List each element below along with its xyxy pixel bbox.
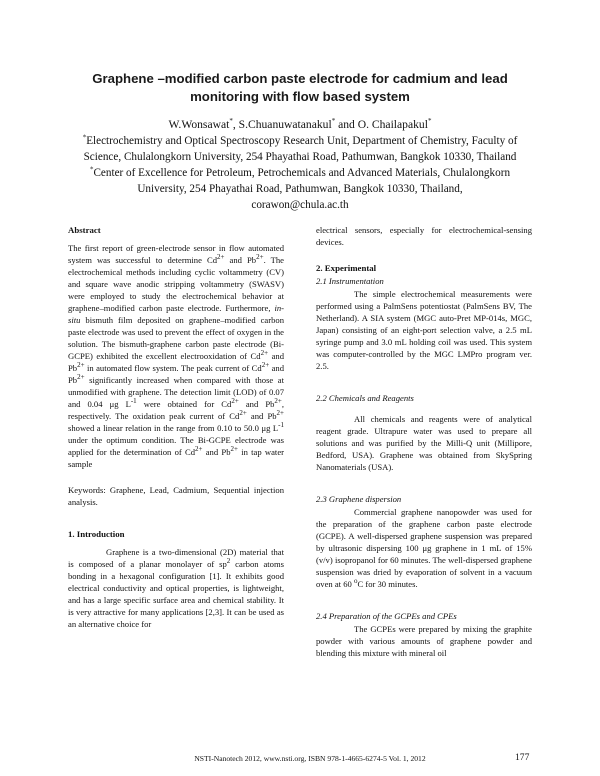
- affiliation-line: Science, Chulalongkorn University, 254 Phayathai Road, Pathumwan, Bangkok 10330, Thailand: [83, 151, 517, 163]
- experimental-heading: 2. Experimental: [316, 263, 377, 273]
- affiliation-line: *Electrochemistry and Optical Spectroscopy Research Unit, Department of Chemistry, Faculty of: [82, 133, 518, 147]
- paper-title: Graphene –modified carbon paste electrode for cadmium and lead monitoring with flow based system: [92, 71, 508, 104]
- author-marker: *: [427, 117, 432, 126]
- graphene-dispersion-heading: 2.3 Graphene dispersion: [316, 494, 402, 504]
- author-name: W.Wonsawat: [168, 118, 230, 131]
- introduction-text: Graphene is a two-dimensional (2D) material that is composed of a planar monolayer of $sp^2$ carbon atoms bonding in a hexagonal configuration [1]. It exhibits good electrical conductivity and optical properties, is lightweight, and has a large specific surface area and chemical stability. It is very attractive for many applications [2,3]. It can be used as an alternative choice for: [68, 547, 284, 629]
- left-column: [68, 224, 284, 630]
- author-name: and O. Chailapakul: [338, 118, 428, 131]
- chemicals-text: All chemicals and reagents were of analytical reagent grade. Ultrapure water was used to prepare all solutions and was purified by the Milli-Q unit (Millipore, Bedford, USA). Graphene was obtained from SkySpring Nanomaterials (USA).: [316, 414, 532, 472]
- author-email: corawon@chula.ac.th: [251, 199, 349, 211]
- author-list: [60, 117, 540, 133]
- author-marker: *: [229, 117, 233, 126]
- affiliations: [56, 133, 544, 213]
- chemicals-heading: 2.2 Chemicals and Reagents: [316, 393, 414, 403]
- abstract-text: The first report of green-electrode sensor in flow automated system was successful to determine $Cd^{2+}$ and $Pb^{2+}$. The electrochemical methods including cyclic voltammetry (CV) and square wave anodic stripping voltammetry (SWASV) were employed to study the electrochemical behavior at graphene–modified carbon paste electrode. Furthermore, in-situ bismuth film deposited on graphene–modified carbon paste electrode was used to prevent the effect of oxygen in the solution. The bismuth-graphene carbon paste electrode (Bi-GCPE) exhibited the excellent electrooxidation of $Cd^{2+}$ and $Pb^{2+}$ in automated flow system. The peak current of $Cd^{2+}$ and $Pb^{2+}$ significantly increased when compared with those at unmodified with graphene. The detection limit (LOD) of 0.07 and 0.04 μg $L^{-1}$ were obtained for $Cd^{2+}$ and $Pb^{2+}$, respectively. The oxidation peak current of $Cd^{2+}$ and $Pb^{2+}$ showed a linear relation in the range from 0.10 to 50.0 μg $L^{-1}$ under the optimum condition. The Bi-GCPE electrode was applied for the determination of $Cd^{2+}$ and $Pb^{2+}$ in tap water sample: [68, 243, 285, 469]
- author-marker: *: [331, 117, 336, 126]
- abstract-heading: Abstract: [68, 225, 101, 235]
- right-column: [316, 224, 532, 659]
- graphene-dispersion-text: Commercial graphene nanopowder was used for the preparation of the graphene carbon paste electrode (GCPE). A well-dispersed graphene suspension was prepared by ultrasonic dispersing 100 μg graphene in 1 mL of 15% (v/v) isopropanol for 60 minutes. The well-dispersed graphene suspension was dried by evaporation of solvent in a vacuum oven at 60 $^o$C for 30 minutes.: [316, 507, 532, 589]
- instrumentation-text: The simple electrochemical measurements were performed using a PalmSens potentiostat (PalmSens BV, The Netherland). A SIA system (MGC auto-Pret MP-014s, MGC, Japan) consisting of an eight-port selection valve, a 2.5 mL syringe pump and 3.0 mL holding coil was used. This system was computer-controlled by the MGC LMPro program ver. 2.5.: [316, 289, 532, 371]
- affiliation-marker: *: [89, 165, 94, 174]
- footer-citation: NSTI-Nanotech 2012, www.nsti.org, ISBN 978-1-4665-6274-5 Vol. 1, 2012: [194, 754, 426, 763]
- author-name: , S.Chuanuwatanakul: [232, 118, 332, 131]
- instrumentation-heading: 2.1 Instrumentation: [316, 276, 384, 286]
- affiliation-line: University, 254 Phayathai Road, Pathumwan, Bangkok 10330, Thailand,: [137, 183, 463, 195]
- keywords: Keywords: Graphene, Lead, Cadmium, Sequential injection analysis.: [68, 485, 284, 507]
- preparation-text: The GCPEs were prepared by mixing the graphite powder with various amounts of graphene powder and blending this mixture with mineral oil: [316, 624, 532, 658]
- preparation-heading: 2.4 Preparation of the GCPEs and CPEs: [316, 611, 457, 621]
- affiliation-line: *Center of Excellence for Petroleum, Petrochemicals and Advanced Materials, Chulalongkorn: [89, 165, 511, 179]
- introduction-heading: 1. Introduction: [68, 529, 125, 539]
- page-number: 177: [515, 752, 530, 763]
- affiliation-marker: *: [82, 133, 87, 142]
- introduction-continued: electrical sensors, especially for electrochemical-sensing devices.: [316, 225, 532, 247]
